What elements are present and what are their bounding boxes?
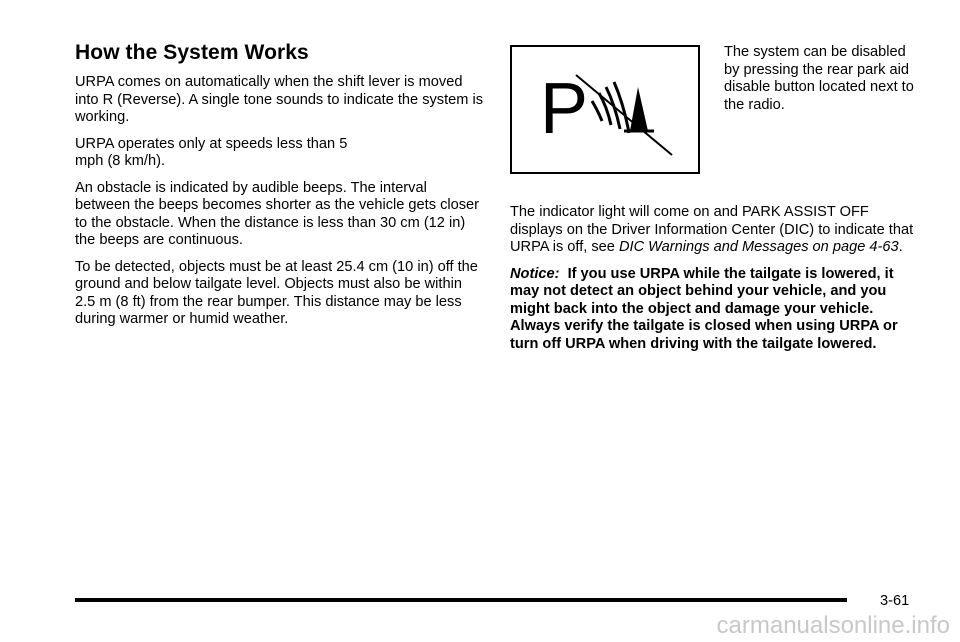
paragraph-activation: URPA comes on automatically when the shift lever is moved into R (Reverse). A single tone sounds to indicate the system is working. bbox=[75, 74, 484, 125]
park-assist-symbol-box bbox=[510, 45, 700, 174]
notice-text: If you use URPA while the tailgate is lowered, it may not detect an object behind your vehicle, and you might back into the object and damage your vehicle. Always verify the tailgate is closed when using URPA or turn off URPA when driving with the tailgate lowered. bbox=[510, 265, 898, 352]
paragraph-speed: URPA operates only at speeds less than 5 mph (8 km/h). bbox=[75, 135, 348, 169]
paragraph-notice bbox=[510, 266, 920, 354]
paragraph-detection: To be detected, objects must be at least 25.4 cm (10 in) off the ground and below tailgate level. Objects must also be within 2.5 m (8 ft) from the rear bumper. This distance may be less during warmer or humid weather. bbox=[75, 258, 478, 327]
notice-label: Notice: bbox=[510, 265, 560, 282]
indicator-text-end: . bbox=[898, 239, 903, 255]
cone-obstacle bbox=[630, 87, 648, 131]
slash-line bbox=[576, 75, 672, 155]
symbol-caption: The system can be disabled by pressing the rear park aid disable button located next to the radio. bbox=[724, 44, 914, 113]
indicator-text: The indicator light will come on and PARK ASSIST OFF displays on the Driver Information Center (DIC) to indicate that URPA is off, see bbox=[510, 204, 914, 255]
left-column bbox=[75, 40, 485, 338]
park-assist-off-icon bbox=[512, 47, 698, 172]
section-heading: How the System Works bbox=[75, 41, 309, 64]
page-number: 3-61 bbox=[880, 593, 910, 609]
paragraph-indicator bbox=[510, 204, 920, 257]
cross-reference-link[interactable]: DIC Warnings and Messages on page 4-63 bbox=[618, 239, 899, 255]
paragraph-beeps: An obstacle is indicated by audible beeps. The interval between the beeps becomes shorter as the vehicle gets closer to the obstacle. When the distance is less than 30 cm (12 in) the beeps are continuous. bbox=[75, 179, 479, 248]
sound-wave-arcs bbox=[592, 82, 629, 133]
watermark-text: carmanualsonline.info bbox=[716, 612, 950, 639]
right-body bbox=[510, 204, 920, 362]
park-letter: P bbox=[540, 69, 589, 149]
footer-rule bbox=[75, 598, 847, 602]
